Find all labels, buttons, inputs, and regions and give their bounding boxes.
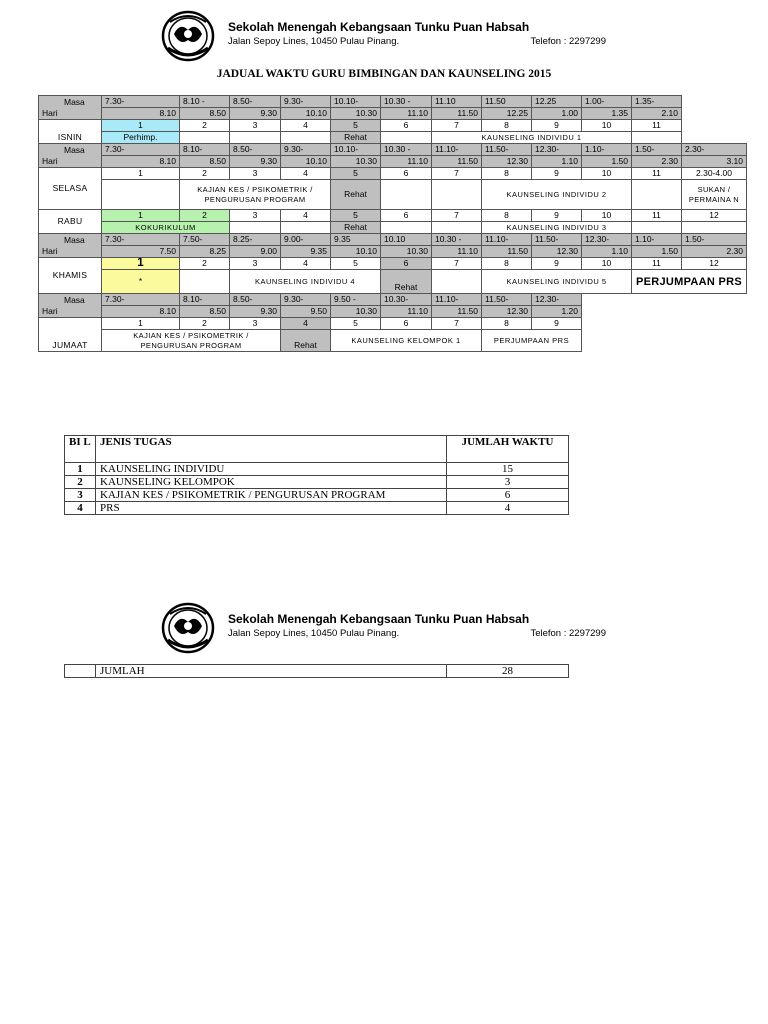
khamis-period-row <box>39 258 747 270</box>
kaunseling-individu-3: KAUNSELING INDIVIDU 3 <box>482 222 632 234</box>
kajian-kes-cell: KAJIAN KES / PSIKOMETRIK / PENGURUSAN PROGRAM <box>102 330 281 352</box>
period-number: 5 <box>331 258 381 270</box>
time-end: 12.25 <box>482 108 532 120</box>
school-address: Jalan Sepoy Lines, 10450 Pulau Pinang. <box>228 628 400 639</box>
school-address: Jalan Sepoy Lines, 10450 Pulau Pinang. <box>228 36 400 47</box>
letterhead <box>160 8 610 64</box>
time-start: 11.50- <box>482 294 532 306</box>
time-start: 1.35- <box>632 96 682 108</box>
time-end: 9.00 <box>230 246 281 258</box>
time-end: 2.10 <box>632 108 682 120</box>
time-end: 10.10 <box>281 156 331 168</box>
period-number: 6 <box>381 258 432 270</box>
isnin-period-row <box>39 120 747 132</box>
time-start: 1.10- <box>632 234 682 246</box>
period-number: 7 <box>432 168 482 180</box>
summary-header-row <box>65 436 569 463</box>
rehat-cell: Rehat <box>381 270 432 294</box>
time-end: 1.35 <box>582 108 632 120</box>
time-start: 1.10- <box>582 144 632 156</box>
period-number: 5 <box>331 120 381 132</box>
time-end: 8.10 <box>102 108 180 120</box>
time-start: 7.30- <box>102 234 180 246</box>
rehat-cell: Rehat <box>331 222 381 234</box>
time-start: 8.10- <box>180 144 230 156</box>
period-number: 8 <box>482 120 532 132</box>
time-end: 2.30 <box>632 156 682 168</box>
period-number: 3 <box>230 120 281 132</box>
time-end: 11.50 <box>432 306 482 318</box>
time-end: 11.50 <box>482 246 532 258</box>
period-number: 11 <box>632 168 682 180</box>
period-number: 8 <box>482 258 532 270</box>
time-end: 10.30 <box>381 246 432 258</box>
selasa-period-row <box>39 168 747 180</box>
selasa-start-row <box>39 144 747 156</box>
time-start: 7.30- <box>102 144 180 156</box>
time-start: 12.30- <box>532 144 582 156</box>
time-end: 12.30 <box>482 306 532 318</box>
kaunseling-individu-1: KAUNSELING INDIVIDU 1 <box>432 132 632 144</box>
period-number: 2 <box>180 120 230 132</box>
period-number: 9 <box>532 210 582 222</box>
period-number: 7 <box>432 210 482 222</box>
period-number: 1 <box>102 210 180 222</box>
time-end: 7.50 <box>102 246 180 258</box>
time-start: 10.10 <box>381 234 432 246</box>
table-row: 1 KAUNSELING INDIVIDU 15 <box>65 463 569 476</box>
period-number: 1 <box>102 318 180 330</box>
document-title: JADUAL WAKTU GURU BIMBINGAN DAN KAUNSELING 2015 <box>216 68 552 80</box>
period-number: 10 <box>582 210 632 222</box>
time-start: 9.30- <box>281 144 331 156</box>
period-number: 9 <box>532 318 582 330</box>
time-start: 10.30 - <box>381 144 432 156</box>
time-start: 11.50- <box>482 144 532 156</box>
period-number: 10 <box>582 120 632 132</box>
time-end: 9.30 <box>230 306 281 318</box>
school-crest-icon <box>160 600 216 656</box>
jumaat-activity-row <box>39 330 747 352</box>
period-number: 3 <box>230 168 281 180</box>
time-end: 1.10 <box>582 246 632 258</box>
time-end: 9.35 <box>281 246 331 258</box>
time-end: 8.50 <box>180 108 230 120</box>
table-row: 3 KAJIAN KES / PSIKOMETRIK / PENGURUSAN PROGRAM 6 <box>65 489 569 502</box>
time-end: 11.10 <box>381 156 432 168</box>
time-end: 12.30 <box>532 246 582 258</box>
time-start: 2.30- <box>682 144 747 156</box>
time-end: 11.50 <box>432 156 482 168</box>
time-end: 10.30 <box>331 306 381 318</box>
jumlah-waktu-header: JUMLAH WAKTU <box>447 436 569 463</box>
time-end: 10.30 <box>331 156 381 168</box>
rehat-cell: Rehat <box>331 132 381 144</box>
period-number: 1 <box>102 168 180 180</box>
kajian-kes-cell: KAJIAN KES / PSIKOMETRIK / PENGURUSAN PROGRAM <box>180 180 331 210</box>
time-start: 11.50 <box>482 96 532 108</box>
period-number: 11 <box>632 258 682 270</box>
time-start: 9.00- <box>281 234 331 246</box>
period-number: 2 <box>180 168 230 180</box>
period-number: 4 <box>281 318 331 330</box>
day-rabu: RABU <box>39 210 102 234</box>
selasa-end-row <box>39 156 747 168</box>
time-end: 9.30 <box>230 108 281 120</box>
time-end: 10.10 <box>331 246 381 258</box>
time-start: 7.30- <box>102 294 180 306</box>
time-end: 2.30 <box>682 246 747 258</box>
kokurikulum-cell: KOKURIKULUM <box>102 222 230 234</box>
khamis-end-row <box>39 246 747 258</box>
time-end: 1.00 <box>532 108 582 120</box>
time-end: 11.10 <box>432 246 482 258</box>
rehat-cell: Rehat <box>281 330 331 352</box>
khamis-start-row <box>39 234 747 246</box>
timetable <box>38 95 747 352</box>
school-crest-icon <box>160 8 216 64</box>
perjumpaan-prs-cell: PERJUMPAAN PRS <box>482 330 582 352</box>
jumlah-value: 28 <box>447 665 569 678</box>
period-number: 12 <box>682 210 747 222</box>
time-end: 10.10 <box>281 108 331 120</box>
period-number: 3 <box>230 318 281 330</box>
period-number: 1 <box>102 120 180 132</box>
time-end: 1.50 <box>582 156 632 168</box>
perhimpunan-cell: Perhimp. <box>102 132 180 144</box>
period-number: 7 <box>432 258 482 270</box>
jumaat-period-row <box>39 318 747 330</box>
time-start: 7.50- <box>180 234 230 246</box>
period-number: 2 <box>180 258 230 270</box>
isnin-activity-row <box>39 132 747 144</box>
period-number: 4 <box>281 168 331 180</box>
time-end: 8.10 <box>102 306 180 318</box>
time-end: 11.10 <box>381 306 432 318</box>
time-end: 9.50 <box>281 306 331 318</box>
time-start: 7.30- <box>102 96 180 108</box>
time-start: 9.50 - <box>331 294 381 306</box>
period-number: 5 <box>331 318 381 330</box>
khamis-activity-row <box>39 270 747 294</box>
period-number: 8 <box>482 168 532 180</box>
isnin-end-row <box>39 108 747 120</box>
time-end: 1.10 <box>532 156 582 168</box>
time-end: 1.50 <box>632 246 682 258</box>
letterhead-bottom <box>160 600 610 656</box>
period-number: 12 <box>682 258 747 270</box>
sukan-permainan-cell: SUKAN / PERMAINA N <box>682 180 747 210</box>
time-start: 10.10- <box>331 144 381 156</box>
time-end: 8.10 <box>102 156 180 168</box>
time-end: 8.50 <box>180 156 230 168</box>
time-start: 11.10- <box>482 234 532 246</box>
time-start: 8.10 - <box>180 96 230 108</box>
period-number: 4 <box>281 210 331 222</box>
time-end: 10.30 <box>331 108 381 120</box>
school-telefon: Telefon : 2297299 <box>530 628 606 639</box>
time-start: 9.35 <box>331 234 381 246</box>
masa-hari-header: Masa Hari <box>39 96 102 120</box>
jumaat-end-row <box>39 306 747 318</box>
time-start: 1.00- <box>582 96 632 108</box>
time-start: 10.30- <box>381 294 432 306</box>
time-end: 11.50 <box>432 108 482 120</box>
period-number: 8 <box>482 210 532 222</box>
period-number: 2 <box>180 210 230 222</box>
rabu-activity-row <box>39 222 747 234</box>
period-number: 6 <box>381 318 432 330</box>
bil-header: BI L <box>65 436 96 463</box>
period-number: 6 <box>381 210 432 222</box>
time-end: 12.30 <box>482 156 532 168</box>
period-number: 11 <box>632 120 682 132</box>
time-start: 1.50- <box>682 234 747 246</box>
day-isnin: ISNIN <box>39 120 102 144</box>
day-jumaat: JUMAAT <box>39 318 102 352</box>
selasa-activity-row <box>39 180 747 210</box>
time-start: 12.25 <box>532 96 582 108</box>
period-number: 10 <box>582 168 632 180</box>
perjumpaan-prs-cell: PERJUMPAAN PRS <box>632 270 747 294</box>
period-number: 6 <box>381 120 432 132</box>
period-number: 5 <box>331 168 381 180</box>
jenis-tugas-header: JENIS TUGAS <box>96 436 447 463</box>
time-start: 11.50- <box>532 234 582 246</box>
period-number: 4 <box>281 258 331 270</box>
day-selasa: SELASA <box>39 168 102 210</box>
time-end: 8.25 <box>180 246 230 258</box>
period-number: 9 <box>532 168 582 180</box>
school-telefon: Telefon : 2297299 <box>530 36 606 47</box>
period-number: 1 <box>102 258 180 270</box>
time-start: 9.30- <box>281 96 331 108</box>
school-name: Sekolah Menengah Kebangsaan Tunku Puan Habsah <box>228 612 530 626</box>
kaunseling-kelompok-1: KAUNSELING KELOMPOK 1 <box>331 330 482 352</box>
period-number: 7 <box>432 120 482 132</box>
day-khamis: KHAMIS <box>39 258 102 294</box>
masa-hari-header: Masa Hari <box>39 294 102 318</box>
table-row: 4 PRS 4 <box>65 502 569 515</box>
time-start: 11.10 <box>432 96 482 108</box>
masa-hari-header: Masa Hari <box>39 234 102 258</box>
time-start: 11.10- <box>432 144 482 156</box>
time-start: 8.50- <box>230 294 281 306</box>
period-number: 3 <box>230 210 281 222</box>
time-start: 9.30- <box>281 294 331 306</box>
period-number: 3 <box>230 258 281 270</box>
time-start: 10.30 - <box>381 96 432 108</box>
time-start: 11.10- <box>432 294 482 306</box>
time-start: 8.25- <box>230 234 281 246</box>
period-number: 2 <box>180 318 230 330</box>
jumaat-start-row <box>39 294 747 306</box>
time-start: 10.30 - <box>432 234 482 246</box>
time-start: 8.50- <box>230 144 281 156</box>
kaunseling-individu-2: KAUNSELING INDIVIDU 2 <box>482 180 632 210</box>
time-start: 8.10- <box>180 294 230 306</box>
period-number: 9 <box>532 120 582 132</box>
rehat-cell: Rehat <box>331 180 381 210</box>
rabu-period-row <box>39 210 747 222</box>
kaunseling-individu-5: KAUNSELING INDIVIDU 5 <box>482 270 632 294</box>
period-number: 6 <box>381 168 432 180</box>
masa-hari-header: Masa Hari <box>39 144 102 168</box>
school-name: Sekolah Menengah Kebangsaan Tunku Puan Habsah <box>228 20 530 34</box>
period-number: 4 <box>281 120 331 132</box>
time-end: 3.10 <box>682 156 747 168</box>
period-number: 2.30-4.00 <box>682 168 747 180</box>
isnin-start-row <box>39 96 747 108</box>
time-start: 12.30- <box>532 294 582 306</box>
table-row: 2 KAUNSELING KELOMPOK 3 <box>65 476 569 489</box>
kaunseling-individu-4: KAUNSELING INDIVIDU 4 <box>230 270 381 294</box>
time-start: 1.50- <box>632 144 682 156</box>
time-end: 9.30 <box>230 156 281 168</box>
time-end: 1.20 <box>532 306 582 318</box>
period-number: 8 <box>482 318 532 330</box>
period-number: 9 <box>532 258 582 270</box>
total-row <box>65 665 569 678</box>
jumlah-label: JUMLAH <box>96 665 447 678</box>
period-number: 7 <box>432 318 482 330</box>
total-table <box>64 664 569 678</box>
time-start: 8.50- <box>230 96 281 108</box>
time-start: 12.30- <box>582 234 632 246</box>
summary-table <box>64 435 569 515</box>
time-end: 8.50 <box>180 306 230 318</box>
period-number: 11 <box>632 210 682 222</box>
asterisk-cell: * <box>102 270 180 294</box>
period-number: 10 <box>582 258 632 270</box>
period-number: 5 <box>331 210 381 222</box>
time-start: 10.10- <box>331 96 381 108</box>
time-end: 11.10 <box>381 108 432 120</box>
